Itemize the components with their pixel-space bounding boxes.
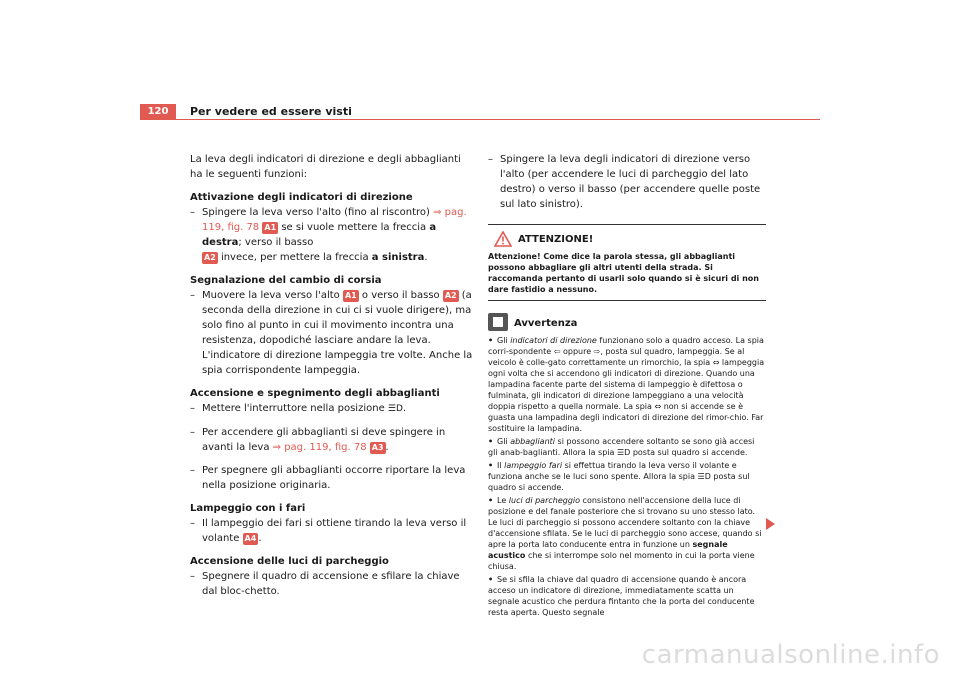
- callout-badge-a4: A4: [244, 534, 257, 543]
- note-heading: Avvertenza: [488, 313, 766, 331]
- page-number: 120: [140, 104, 176, 120]
- callout-badge-a3: A3: [371, 443, 384, 452]
- right-column: [488, 152, 766, 618]
- watermark: carmanualsonline.info: [641, 640, 940, 670]
- headlight-icon: ☰D: [387, 404, 403, 414]
- left-column: [190, 152, 475, 599]
- callout-badge-a2: A2: [444, 291, 457, 300]
- warning-triangle-icon: [494, 231, 512, 247]
- section-heading-indicators: Attivazione degli indicatori di direzione: [190, 192, 413, 203]
- list-item: – Mettere l'interruttore nella posizione ☰D.: [190, 401, 475, 417]
- section-heading-parking-lights: Accensione delle luci di parcheggio: [190, 556, 389, 567]
- list-item: – Spegnere il quadro di accensione e sfilare la chiave dal bloc-chetto.: [190, 569, 475, 599]
- page-header-title: Per vedere ed essere visti: [190, 105, 352, 118]
- page-link[interactable]: ⇒ pag. 119, fig. 78: [202, 207, 467, 233]
- list-item: – Muovere la leva verso l'alto A1 o verso il basso A2 (a seconda della direzione in cui ci si vuole dirigere), ma solo fino al punto in cui il movimento incontra una resistenza, dopodiché lasciare andare la leva. L'indicatore di direzione lampeggia tre volte. Anche la spia corrispondente lampeggia.: [190, 288, 475, 378]
- next-page-arrow-icon[interactable]: [766, 518, 775, 530]
- note-item: • Se si sfila la chiave dal quadro di accensione quando è ancora acceso un indicatore di direzione, immediatamente scatta un segnale acustico che perdura fintanto che la porta del conducente resta aperta. Questo segnale: [488, 575, 755, 617]
- list-item: – Spingere la leva degli indicatori di direzione verso l'alto (per accendere le luci di parcheggio del lato destro) o verso il basso (per accendere quelle poste sul lato sinistro).: [488, 152, 766, 212]
- note-item: • Le luci di parcheggio consistono nell'accensione della luce di posizione e del fanale posteriore che si trovano su uno stesso lato. Le luci di parcheggio si possono accendere soltanto con la chiave d'accensione sfilata. Se le luci di parcheggio sono accese, quando si apre la porta lato conducente entra in funzione un segnale acustico che si interrompe solo nel momento in cui la porta viene chiusa.: [488, 496, 762, 571]
- warning-text: Attenzione! Come dice la parola stessa, gli abbaglianti possono abbagliare gli altri utenti della strada. Si raccomanda pertanto di usarli solo quando si è sicuri di non dare fastidio a nessuno.: [488, 252, 759, 294]
- section-heading-flash: Lampeggio con i fari: [190, 503, 306, 514]
- section-heading-lane-change: Segnalazione del cambio di corsia: [190, 275, 382, 286]
- note-item: • Il lampeggio fari si effettua tirando la leva verso il volante e funziona anche se le luci sono spente. Allora la spia ☰D posta sul quadro si accende.: [488, 461, 750, 492]
- list-item: – Spingere la leva verso l'alto (fino al riscontro) ⇒ pag. 119, fig. 78 A1 se si vuole mettere la freccia a destra; verso il basso A2 invece, per mettere la freccia a sinistra.: [190, 205, 475, 265]
- page-link[interactable]: ⇒ pag. 119, fig. 78: [272, 442, 367, 453]
- list-item: – Il lampeggio dei fari si ottiene tirando la leva verso il volante A4 .: [190, 516, 475, 546]
- callout-badge-a2: A2: [204, 253, 216, 262]
- intro-text: La leva degli indicatori di direzione e degli abbaglianti ha le seguenti funzioni:: [190, 154, 461, 180]
- list-item: – Per spegnere gli abbaglianti occorre riportare la leva nella posizione originaria.: [190, 463, 475, 493]
- warning-box: [488, 224, 766, 301]
- callout-badge-a1: A1: [264, 223, 277, 232]
- warning-title: ATTENZIONE!: [488, 231, 766, 247]
- callout-badge-a1: A1: [344, 291, 357, 300]
- section-heading-high-beam: Accensione e spegnimento degli abbaglianti: [190, 388, 440, 399]
- note-icon: [488, 313, 508, 331]
- list-item: – Per accendere gli abbaglianti si deve spingere in avanti la leva ⇒ pag. 119, fig. 78 A3 .: [190, 425, 475, 455]
- note-list: [488, 335, 766, 618]
- note-item: • Gli abbaglianti si possono accendere soltanto se sono già accesi gli anab-baglianti. Allora la spia ☰D posta sul quadro si accende.: [488, 437, 755, 457]
- note-item: • Gli indicatori di direzione funzionano solo a quadro acceso. La spia corri-spondente ⇦ oppure ⇨, posta sul quadro, lampeggia. Se al veicolo è colle-gato correttamente un rimorchio, la spia ⇔ lampeggia ogni volta che si accendono gli indicatori di direzione. Quando una lampadina facente parte del sistema di lampeggio è difettosa o fulminata, gli indicatori di direzione lampeggiano a una velocità doppia rispetto a quella normale. La spia ⇔ non si accende se è guasta una lampadina degli indicatori di direzione del rimor-chio. Far sostituire la lampadina.: [488, 336, 765, 433]
- header-divider: [140, 119, 820, 120]
